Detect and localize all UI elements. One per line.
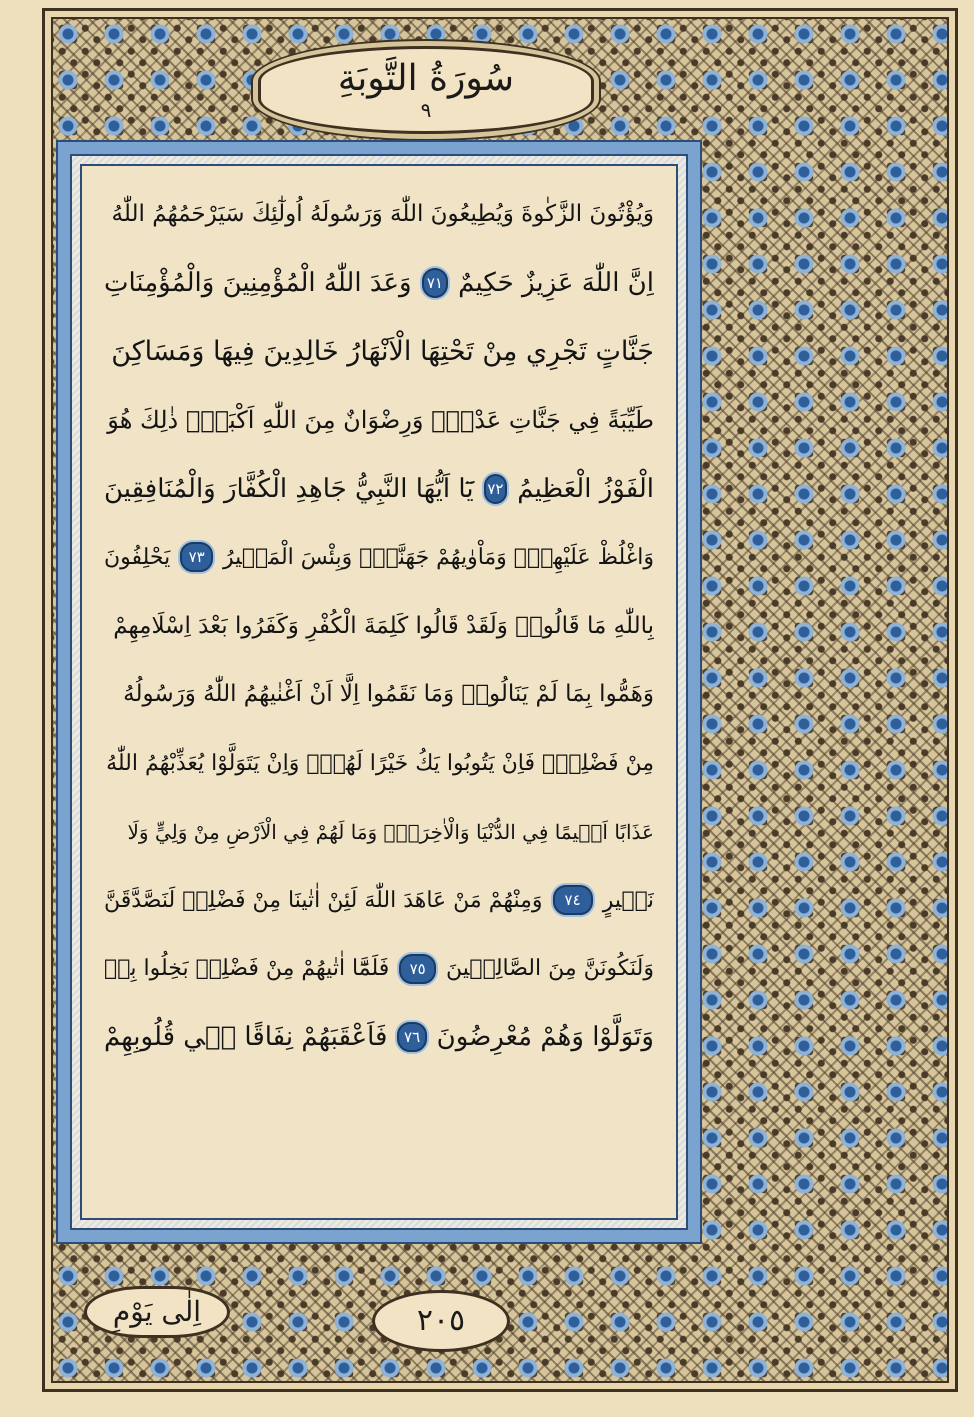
text-panel-frame	[56, 140, 702, 1244]
verse-text: وَعَدَ اللّٰهُ الْمُؤْمِنِينَ وَالْمُؤْمِنَاتِ	[104, 267, 412, 298]
verse-text: يَٓا اَيُّهَا النَّبِيُّ جَاهِدِ الْكُفَّارَ وَالْمُنَافِقِينَ	[104, 473, 474, 504]
surah-number: ٩	[420, 98, 432, 122]
verse-line	[104, 1003, 654, 1072]
verse-text: بِاللّٰهِ مَا قَالُواۜ وَلَقَدْ قَالُوا كَلِمَةَ الْكُفْرِ وَكَفَرُوا بَعْدَ اِسْلَامِهِمْ	[113, 612, 654, 639]
ayah-number-marker: ٧٥	[399, 954, 436, 984]
verse-text-body	[80, 164, 678, 1220]
verse-text: وَمِنْهُمْ مَنْ عَاهَدَ اللّٰهَ لَئِنْ اٰتٰينَا مِنْ فَضْلِه۪ لَنَصَّدَّقَنَّ	[104, 887, 543, 913]
surah-header-cartouche	[258, 46, 594, 134]
verse-text: فَلَمَّٓا اٰتٰيهُمْ مِنْ فَضْلِه۪ بَخِلُوا بِه۪	[104, 956, 390, 982]
verse-line	[104, 935, 654, 1004]
verse-line	[104, 454, 654, 523]
verse-line	[104, 660, 654, 729]
verse-text: الْفَوْزُ الْعَظِيمُ	[517, 473, 654, 504]
page-number: ٢٠٥	[372, 1290, 510, 1352]
verse-line	[104, 386, 654, 455]
text-panel-border	[70, 154, 688, 1230]
verse-text: يَحْلِفُونَ	[104, 544, 171, 570]
verse-line	[104, 317, 654, 386]
ayah-number-marker: ٧٦	[397, 1022, 426, 1052]
verse-text: مِنْ فَضْلِه۪ۚ فَاِنْ يَتُوبُوا يَكُ خَيْرًا لَهُمْۚ وَاِنْ يَتَوَلَّوْا يُعَذِّبْهُمُ اللّٰهُ	[106, 750, 654, 776]
verse-text: وَيُؤْتُونَ الزَّكٰوةَ وَيُطِيعُونَ اللّٰهَ وَرَسُولَهُ اُولٰٓئِكَ سَيَرْحَمُهُمُ اللّٰهُ	[111, 201, 654, 228]
verse-text: طَيِّبَةً فِي جَنَّاتِ عَدْنٍۜ وَرِضْوَانٌ مِنَ اللّٰهِ اَكْبَرُۜ ذٰلِكَ هُوَ	[107, 406, 654, 435]
verse-text: جَنَّاتٍ تَجْرِي مِنْ تَحْتِهَا الْاَنْهَارُ خَالِدِينَ فِيهَا وَمَسَاكِنَ	[111, 335, 654, 367]
verse-text: وَهَمُّوا بِمَا لَمْ يَنَالُواۚ وَمَا نَقَمُوا اِلَّا اَنْ اَغْنٰيهُمُ اللّٰهُ وَرَسُولُهُ	[123, 681, 654, 708]
catchword: اِلٰى يَوْمِ	[84, 1286, 230, 1338]
verse-text: وَتَوَلَّوْا وَهُمْ مُعْرِضُونَ	[436, 1022, 654, 1053]
verse-line	[104, 249, 654, 318]
ayah-number-marker: ٧٤	[553, 885, 593, 915]
verse-text: فَاَعْقَبَهُمْ نِفَاقًا ف۪ي قُلُوبِهِمْ	[104, 1022, 388, 1053]
surah-title: سُورَةُ التَّوبَةِ	[337, 58, 515, 99]
verse-line	[104, 866, 654, 935]
verse-text: وَاغْلُظْ عَلَيْهِمْۜ وَمَاْوٰيهُمْ جَهَنَّمُۜ وَبِئْسَ الْمَص۪يرُ	[223, 544, 654, 570]
ayah-number-marker: ٧١	[422, 268, 449, 298]
verse-line	[104, 592, 654, 661]
verse-text: نَص۪يرٍ	[602, 887, 654, 913]
verse-text: وَلَنَكُونَنَّ مِنَ الصَّالِح۪ينَ	[446, 956, 654, 982]
verse-line	[104, 523, 654, 592]
verse-line	[104, 797, 654, 866]
ayah-number-marker: ٧٣	[180, 542, 213, 572]
verse-text: عَذَابًا اَل۪يمًا فِي الدُّنْيَا وَالْاٰخِرَةِۚ وَمَا لَهُمْ فِي الْاَرْضِ مِنْ وَلِيٍّ وَلَا	[127, 819, 654, 844]
ayah-number-marker: ٧٢	[484, 474, 508, 504]
verse-line	[104, 729, 654, 798]
verse-line	[104, 180, 654, 249]
verse-text: اِنَّ اللّٰهَ عَزِيزٌ حَكِيمٌ	[458, 267, 654, 298]
